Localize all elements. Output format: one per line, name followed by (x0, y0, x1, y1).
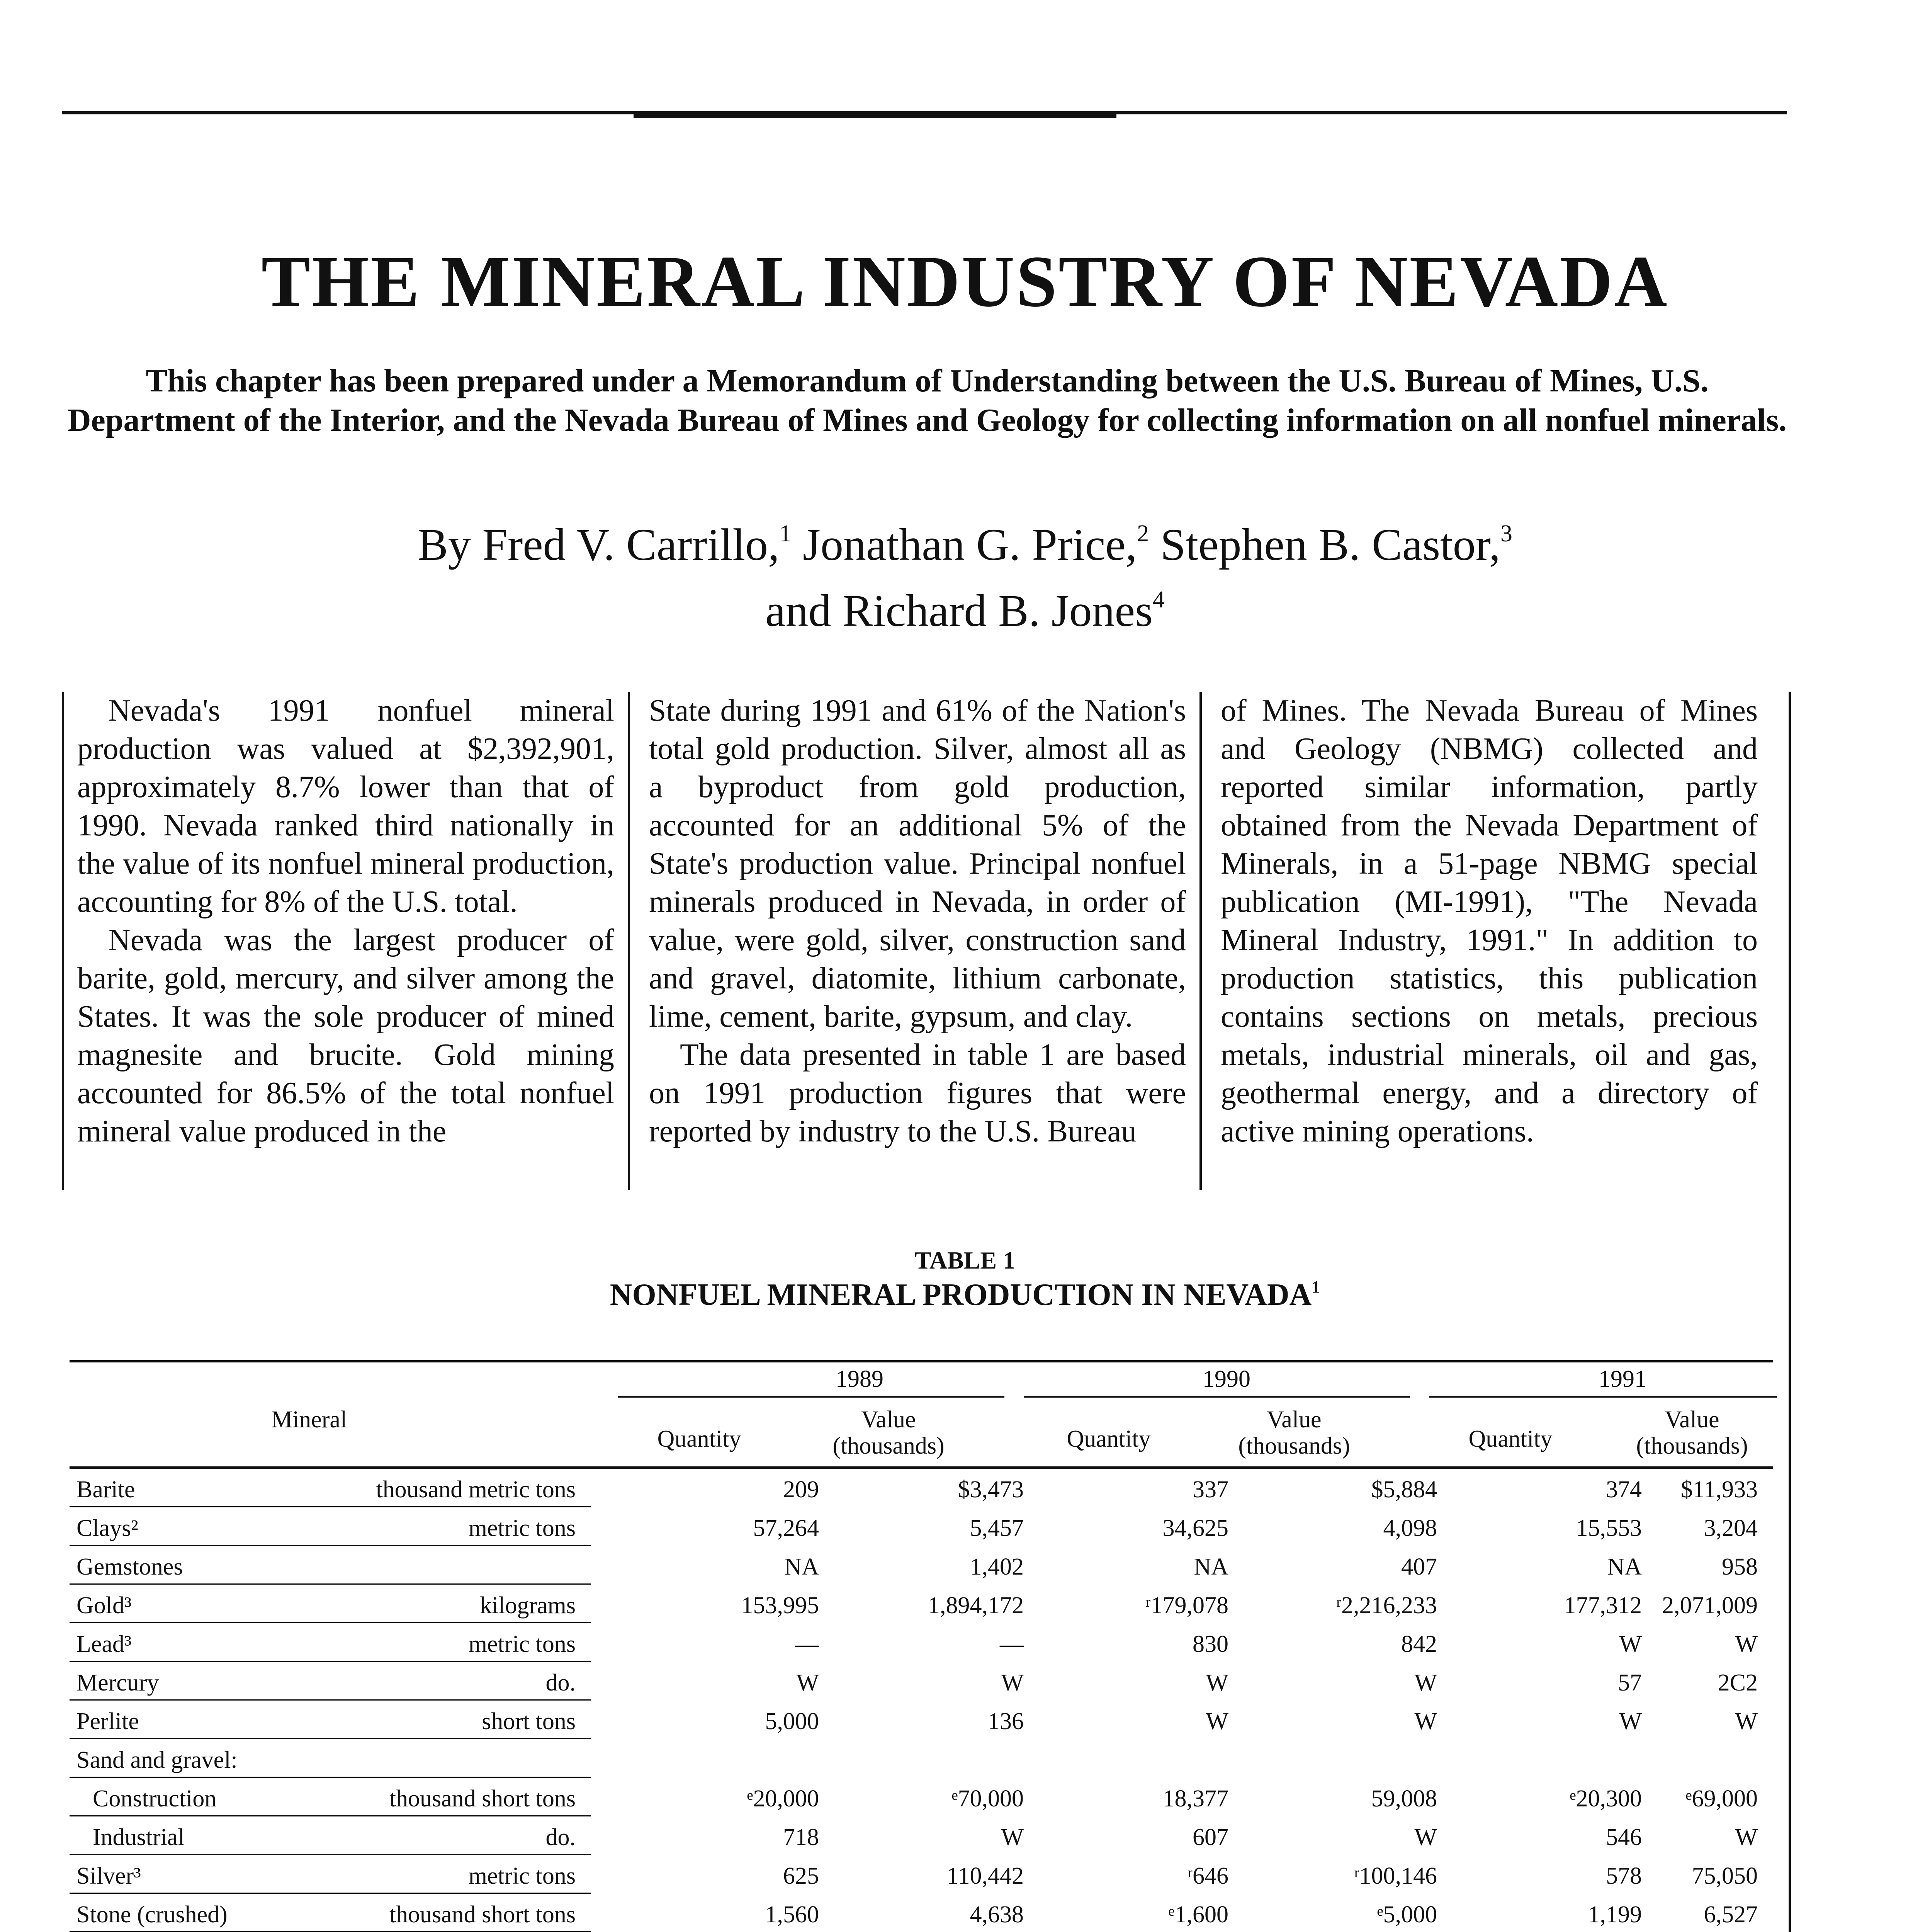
cell: ᵉ1,600 (1168, 1901, 1228, 1928)
cell: W (1735, 1708, 1758, 1735)
cell: 374 (1606, 1476, 1642, 1503)
author-3-note: 3 (1500, 520, 1512, 547)
mineral-name: Clays² (76, 1515, 138, 1541)
year-rule-1990 (1024, 1396, 1410, 1398)
table-title-text: NONFUEL MINERAL PRODUCTION IN NEVADA (610, 1278, 1312, 1312)
cell: 18,377 (1162, 1786, 1228, 1812)
table-row (70, 1553, 1777, 1592)
table-header-rule (70, 1466, 1773, 1469)
row-underline (70, 1738, 591, 1739)
cell: 578 (1606, 1863, 1642, 1889)
value-header-1989 (792, 1406, 985, 1459)
body-column-1 (77, 692, 614, 1151)
cell: 6,527 (1704, 1901, 1758, 1928)
cell: 136 (988, 1708, 1024, 1735)
mineral-unit: do. (545, 1670, 576, 1696)
mineral-unit: thousand short tons (389, 1901, 576, 1928)
table-row (70, 1747, 1777, 1785)
cell: 718 (783, 1824, 819, 1850)
column-rule-2 (1199, 692, 1202, 1190)
cell: 830 (1193, 1631, 1228, 1657)
year-header-1989: 1989 (836, 1366, 883, 1392)
top-rule-accent (634, 113, 1116, 118)
byline (0, 506, 1930, 638)
cell: ʳ646 (1187, 1863, 1228, 1889)
author-1: By Fred V. Carrillo, (418, 519, 780, 570)
cell: 607 (1193, 1824, 1228, 1850)
cell: W (1001, 1670, 1024, 1696)
mineral-name: Sand and gravel: (76, 1747, 238, 1773)
mineral-name: Industrial (93, 1824, 185, 1850)
cell: $11,933 (1680, 1476, 1758, 1503)
row-underline (70, 1854, 591, 1855)
row-underline (70, 1815, 591, 1816)
cell: NA (1607, 1554, 1642, 1580)
body-paragraph: of Mines. The Nevada Bureau of Mines and Geology (NBMG) collected and reported similar information, partly obtained from the Nevada Department of Minerals, in a 51-page NBMG special publication (MI-1991), "The Nevada Mineral Industry, 1991." In addition to production statistics, this publication contains sections on metals, precious metals, industrial minerals, oil and gas, geothermal energy, and a directory of active mining operations. (1221, 694, 1758, 1148)
row-underline (70, 1699, 591, 1701)
table-row (70, 1862, 1777, 1901)
table-title (0, 1277, 1930, 1313)
cell: W (1735, 1631, 1758, 1657)
table-top-rule (70, 1360, 1773, 1362)
cell: 15,553 (1576, 1515, 1642, 1541)
cell: W (1001, 1824, 1024, 1850)
row-underline (70, 1893, 591, 1894)
mineral-name: Mercury (76, 1670, 159, 1696)
value-header-line: (thousands) (832, 1433, 945, 1459)
mineral-name: Perlite (76, 1708, 139, 1735)
cell: 337 (1193, 1476, 1228, 1503)
mineral-unit: short tons (482, 1708, 576, 1735)
quantity-header-1989: Quantity (657, 1426, 741, 1452)
cell: — (1000, 1631, 1024, 1657)
year-rule-1989 (618, 1396, 1004, 1398)
author-1-note: 1 (779, 520, 792, 547)
table-row (70, 1592, 1777, 1631)
value-header-line: Value (1665, 1406, 1719, 1433)
mineral-unit: thousand metric tons (376, 1476, 576, 1503)
row-underline (70, 1622, 591, 1623)
table-row (70, 1515, 1777, 1553)
mineral-unit: metric tons (468, 1631, 576, 1657)
body-column-3 (1221, 692, 1758, 1151)
cell: 5,457 (970, 1515, 1024, 1541)
cell: W (1414, 1670, 1437, 1696)
row-underline (70, 1506, 591, 1507)
table-row (70, 1824, 1777, 1862)
cell: W (1414, 1708, 1437, 1735)
mineral-unit: kilograms (480, 1592, 576, 1619)
cell: ᵉ70,000 (951, 1786, 1024, 1812)
mineral-unit: metric tons (468, 1863, 576, 1889)
page-title: THE MINERAL INDUSTRY OF NEVADA (261, 241, 1669, 322)
author-4-note: 4 (1152, 587, 1165, 613)
mineral-header: Mineral (271, 1406, 347, 1433)
table-row (70, 1476, 1777, 1515)
cell: 59,008 (1371, 1786, 1437, 1812)
cell: 75,050 (1692, 1863, 1758, 1889)
quantity-header-1991: Quantity (1468, 1426, 1553, 1452)
year-header-1991: 1991 (1599, 1366, 1646, 1392)
mineral-unit: do. (545, 1824, 576, 1850)
cell: ᵉ5,000 (1377, 1901, 1437, 1928)
value-header-1990 (1198, 1406, 1391, 1459)
cell: 407 (1401, 1554, 1437, 1580)
mineral-name: Stone (crushed) (76, 1901, 228, 1928)
value-header-line: (thousands) (1636, 1433, 1748, 1459)
byline-line-1 (0, 506, 1930, 572)
body-paragraph: Nevada's 1991 nonfuel mineral production was valued at $2,392,901, approximately 8.7% lower than that of 1990. Nevada ranked third nationally in the value of its nonfuel mineral production, accounting for 8% of the U.S. total. (77, 694, 614, 919)
cell: 177,312 (1564, 1592, 1642, 1619)
byline-line-2 (0, 572, 1930, 638)
table-title-note: 1 (1312, 1277, 1320, 1296)
cell: ᵉ20,300 (1570, 1786, 1642, 1812)
cell: ᵉ20,000 (747, 1786, 819, 1812)
cell: 1,402 (970, 1554, 1024, 1580)
mineral-unit: thousand short tons (389, 1786, 576, 1812)
table-row (70, 1901, 1777, 1932)
mineral-unit: metric tons (468, 1515, 576, 1541)
cell: 2C2 (1718, 1670, 1758, 1696)
value-header-line: Value (1267, 1406, 1322, 1433)
cell: NA (1194, 1554, 1228, 1580)
row-underline (70, 1583, 591, 1585)
row-underline (70, 1777, 591, 1778)
author-3: Stephen B. Castor, (1149, 519, 1500, 570)
cell: W (1206, 1708, 1228, 1735)
mineral-name: Silver³ (76, 1863, 141, 1889)
cell: 546 (1606, 1824, 1642, 1850)
value-header-1991 (1599, 1406, 1785, 1459)
mineral-name: Gold³ (76, 1592, 132, 1619)
cell: 4,098 (1383, 1515, 1437, 1541)
cell: W (1414, 1824, 1437, 1850)
cell: ʳ179,078 (1145, 1592, 1228, 1619)
cell: 1,894,172 (928, 1592, 1024, 1619)
year-header-1990: 1990 (1203, 1366, 1250, 1392)
cell: NA (784, 1554, 819, 1580)
mineral-name: Construction (93, 1786, 217, 1812)
intro-paragraph: This chapter has been prepared under a Memorandum of Understanding between the U.S. Bureau of Mines, U.S. Department of the Interior, and the Nevada Bureau of Mines and Geology for collecting information on all nonfuel minerals. (67, 363, 1787, 438)
year-rule-1991 (1429, 1396, 1777, 1398)
cell: 2,071,009 (1662, 1592, 1758, 1619)
cell: 153,995 (741, 1592, 819, 1619)
cell: 1,560 (765, 1901, 819, 1928)
author-4: and Richard B. Jones (765, 585, 1153, 636)
cell: 625 (783, 1863, 819, 1889)
table-row (70, 1669, 1777, 1708)
cell: W (1619, 1708, 1642, 1735)
cell: 958 (1722, 1554, 1758, 1580)
cell: 34,625 (1162, 1515, 1228, 1541)
cell: $3,473 (958, 1476, 1024, 1503)
quantity-header-1990: Quantity (1067, 1426, 1151, 1452)
table-label: TABLE 1 (914, 1247, 1016, 1274)
table-row (70, 1708, 1777, 1747)
body-paragraph: State during 1991 and 61% of the Nation's total gold production. Silver, almost all as a byproduct from gold production, accounted for an additional 5% of the State's production value. Principal nonfuel minerals produced in Nevada, in order of value, were gold, silver, construction sand and gravel, diatomite, lithium carbonate, lime, cement, barite, gypsum, and clay. (649, 694, 1186, 1034)
cell: ʳ100,146 (1354, 1863, 1437, 1889)
table-row (70, 1631, 1777, 1669)
cell: 3,204 (1704, 1515, 1758, 1541)
cell: 57 (1618, 1670, 1642, 1696)
author-2: Jonathan G. Price, (791, 519, 1137, 570)
author-2-note: 2 (1137, 520, 1149, 547)
value-header-line: (thousands) (1238, 1433, 1350, 1459)
cell: 4,638 (970, 1901, 1024, 1928)
mineral-name: Lead³ (76, 1631, 132, 1657)
cell: $5,884 (1371, 1476, 1437, 1503)
cell: W (1735, 1824, 1758, 1850)
table-row (70, 1785, 1777, 1824)
cell: W (796, 1670, 819, 1696)
cell: — (795, 1631, 819, 1657)
column-rule-left (62, 692, 64, 1190)
cell: W (1619, 1631, 1642, 1657)
cell: 5,000 (765, 1708, 819, 1735)
cell: 842 (1401, 1631, 1437, 1657)
mineral-name: Gemstones (76, 1554, 183, 1580)
cell: ᵉ69,000 (1685, 1786, 1758, 1812)
cell: ʳ2,216,233 (1336, 1592, 1437, 1619)
cell: 1,199 (1588, 1901, 1642, 1928)
mineral-name: Barite (76, 1476, 135, 1503)
body-paragraph: The data presented in table 1 are based on 1991 production figures that were reported by industry to the U.S. Bureau (649, 1038, 1186, 1148)
cell: 209 (783, 1476, 819, 1503)
column-rule-1 (628, 692, 630, 1190)
cell: W (1206, 1670, 1228, 1696)
cell: 110,442 (946, 1863, 1024, 1889)
row-underline (70, 1661, 591, 1662)
body-column-2 (649, 692, 1186, 1151)
row-underline (70, 1545, 591, 1546)
value-header-line: Value (861, 1406, 916, 1433)
body-paragraph: Nevada was the largest producer of barite, gold, mercury, and silver among the States. It was the sole producer of mined magnesite and brucite. Gold mining accounted for 86.5% of the total nonfuel mineral value produced in the (77, 923, 614, 1148)
cell: 57,264 (753, 1515, 819, 1541)
